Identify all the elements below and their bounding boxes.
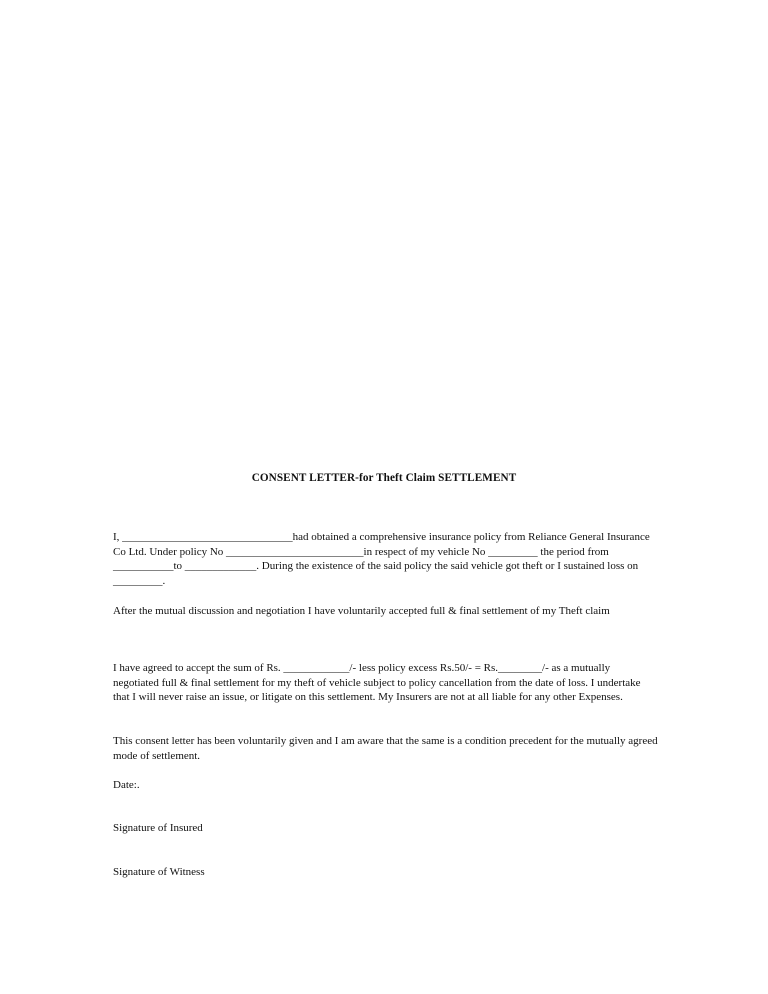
paragraph-policy-details: I, _______________________________had obtained a comprehensive insurance policy from Reliance General Insurance Co Ltd. Under policy No _________________________in respect of my vehicle No _________ the period from ___________to _____________. During the existence of the said policy the said vehicle got theft or I sustained loss on _________. (113, 531, 650, 587)
date-label: Date:. (113, 779, 140, 791)
signature-witness-label: Signature of Witness (113, 866, 205, 878)
signature-insured-label: Signature of Insured (113, 822, 203, 834)
paragraph-consent-statement: This consent letter has been voluntarily given and I am aware that the same is a condition precedent for the mutually agreed mode of settlement. (113, 735, 658, 762)
paragraph-settlement-amount: I have agreed to accept the sum of Rs. ____________/- less policy excess Rs.50/- = Rs.________/- as a mutually negotiated full & final settlement for my theft of vehicle subject to policy cancellation from the date of loss. I undertake that I will never raise an issue, or litigate on this settlement. My Insurers are not at all liable for any other Expenses. (113, 662, 641, 703)
paragraph-mutual-discussion: After the mutual discussion and negotiation I have voluntarily accepted full & final settlement of my Theft claim (113, 605, 610, 617)
document-title: CONSENT LETTER-for Theft Claim SETTLEMENT (251, 472, 517, 484)
